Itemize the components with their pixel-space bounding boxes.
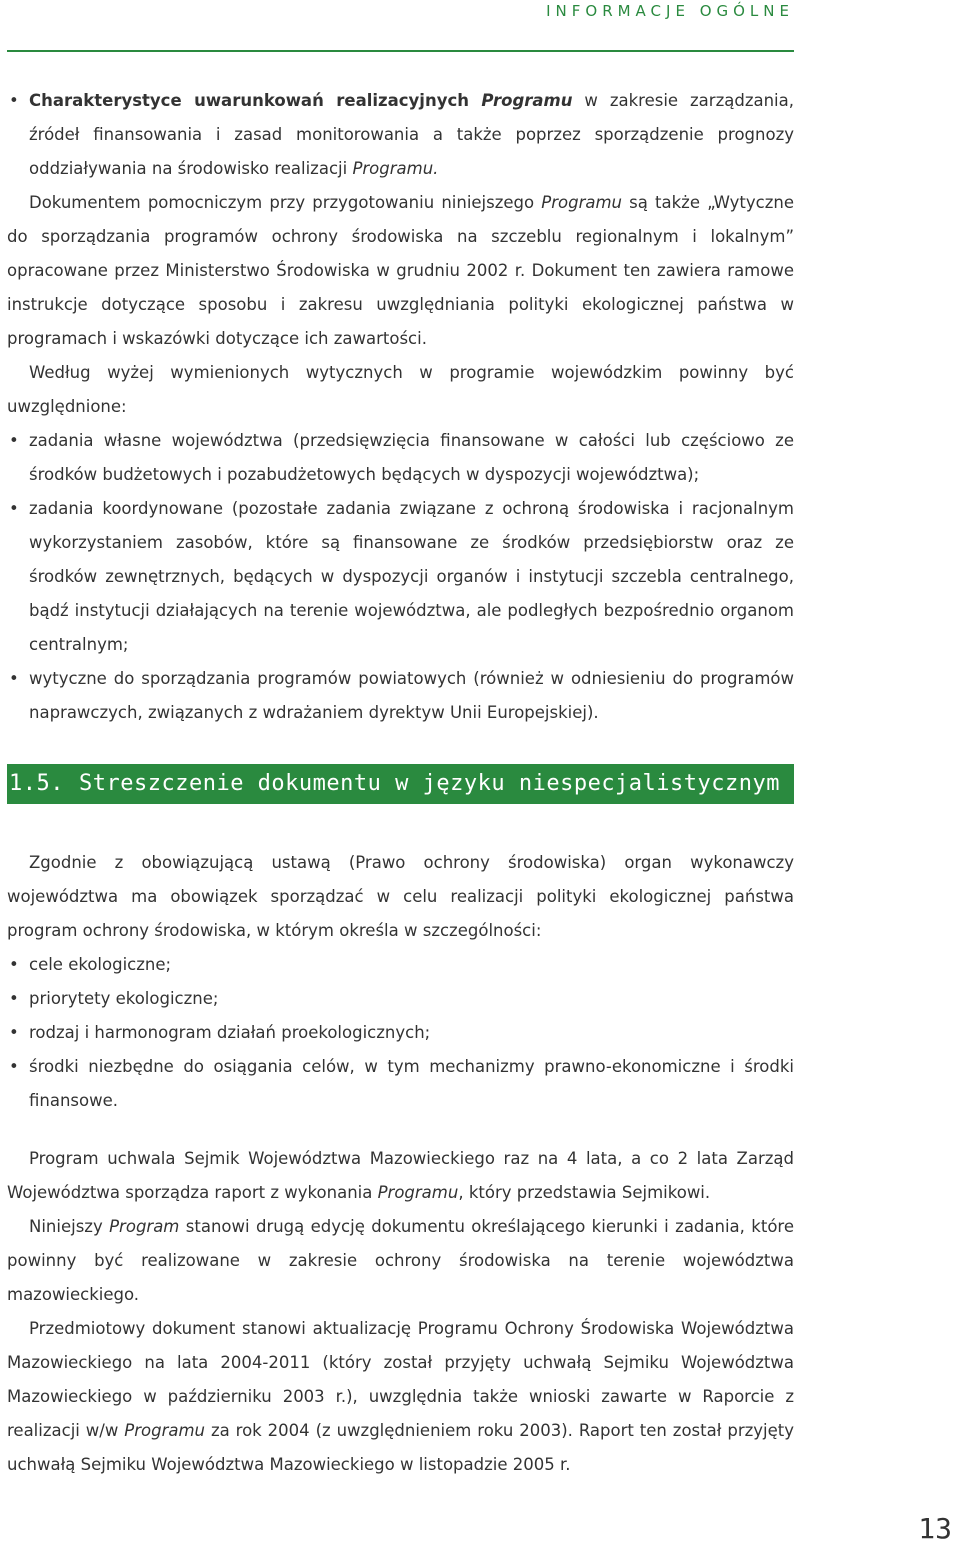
list-item [7,948,794,982]
spacer [7,1118,794,1142]
bullet-icon: • [9,669,19,688]
para6-text-2: za rok 2004 (z uwzględnieniem roku 2003). Raport ten został przyjęty uchwałą Sejmiku Województwa Mazowieckiego w listopadzie 2005 r. [7,1421,795,1474]
bullet-icon: • [9,91,19,110]
para4-text-1: Program uchwala Sejmik Województwa Mazowieckiego raz na 4 lata, a co 2 lata Zarząd Województwa sporządza raport z wykonania [7,1149,794,1202]
program-contents-list [7,948,794,1118]
bullet-icon: • [9,1057,19,1076]
para1-text-1: Dokumentem pomocniczym przy przygotowaniu niniejszego [29,193,542,212]
running-header: INFORMACJE OGÓLNE [546,2,794,20]
para5-text-2: stanowi drugą edycję dokumentu określającego kierunki i zadania, które powinny być realizowane w zakresie ochrony środowiska na terenie województwa mazowieckiego. [7,1217,794,1304]
list-item-text: rodzaj i harmonogram działań proekologicznych; [29,1023,431,1042]
paragraph-update [7,1312,794,1482]
para1-text-2: są także „Wytyczne do sporządzania programów ochrony środowiska na szczeblu regionalnym i lokalnym” opracowane przez Ministerstwo Środowiska w grudniu 2002 r. Dokument ten zawiera ramowe instrukcje dotyczące sposobu i zakresu uwzględniania polityki ekologicznej państwa w programach i wskazówki dotyczące ich zawartości. [7,193,795,348]
list-item-text: zadania koordynowane (pozostałe zadania związane z ochroną środowiska i racjonalnym wykorzystaniem zasobów, które są finansowane ze środków przedsiębiorstw oraz ze środków zewnętrznych, będących w dyspozycji organów i instytucji szczebla centralnego, bądź instytucji działających na terenie województwa, ale podległych bezpośrednio organom centralnym; [29,499,794,654]
list-item-text: priorytety ekologiczne; [29,989,219,1008]
intro-bold-text: Charakterystyce uwarunkowań realizacyjnych [29,91,482,110]
page-number: 13 [918,1512,952,1545]
list-item [7,424,794,492]
list-item-text: wytyczne do sporządzania programów powiatowych (również w odniesieniu do programów naprawczych, związanych z wdrażaniem dyrektyw Unii Europejskiej). [29,669,794,722]
list-item-text: cele ekologiczne; [29,955,172,974]
bullet-icon: • [9,955,19,974]
page-body [7,84,794,1482]
list-item-text: środki niezbędne do osiągania celów, w tym mechanizmy prawno-ekonomiczne i środki finansowe. [29,1057,794,1110]
para6-text-1: Przedmiotowy dokument stanowi aktualizację Programu Ochrony Środowiska Województwa Mazowieckiego na lata 2004-2011 (który został przyjęty uchwałą Sejmiku Województwa Mazowieckiego w październiku 2003 r.), uwzględnia także wnioski zawarte w Raporcie z realizacji w/w [7,1319,794,1440]
section-number: 1.5. [9,771,64,796]
para5-italic: Program [109,1217,180,1236]
header-rule [7,50,794,52]
list-item [7,1050,794,1118]
paragraph-law: Zgodnie z obowiązującą ustawą (Prawo ochrony środowiska) organ wykonawczy województwa ma obowiązek sporządzać w celu realizacji polityki ekologicznej państwa program ochrony środowiska, w którym określa w szczególności: [7,853,794,940]
requirements-list [7,424,794,730]
intro-italic-end: Programu. [352,159,439,178]
bullet-icon: • [9,431,19,450]
intro-text: w zakresie zarządzania, źródeł finansowania i zasad monitorowania a także poprzez sporządzenie prognozy oddziaływania na środowisko realizacji [29,91,794,178]
section-heading [7,764,794,804]
para5-text-1: Niniejszy [29,1217,110,1236]
list-item [7,492,794,662]
para1-italic: Programu [541,193,623,212]
para4-text-2: , który przedstawia Sejmikowi. [458,1183,711,1202]
bullet-icon: • [9,989,19,1008]
list-item-text: zadania własne województwa (przedsięwzięcia finansowane w całości lub częściowo ze środków budżetowych i pozabudżetowych będących w dyspozycji województwa); [29,431,794,484]
intro-list [7,84,794,186]
para4-italic: Programu [377,1183,459,1202]
list-item [7,1016,794,1050]
intro-bold-italic-text: Programu [481,91,573,110]
bullet-icon: • [9,1023,19,1042]
bullet-icon: • [9,499,19,518]
paragraph-guidelines [7,186,794,356]
list-item [7,662,794,730]
paragraph-edition [7,1210,794,1312]
para6-italic: Programu [124,1421,206,1440]
intro-bullet-item [7,84,794,186]
list-item [7,982,794,1016]
paragraph-adoption [7,1142,794,1210]
paragraph-requirements: Według wyżej wymienionych wytycznych w programie wojewódzkim powinny być uwzględnione: [7,363,794,416]
section-title: Streszczenie dokumentu w języku niespecjalistycznym [79,771,781,796]
